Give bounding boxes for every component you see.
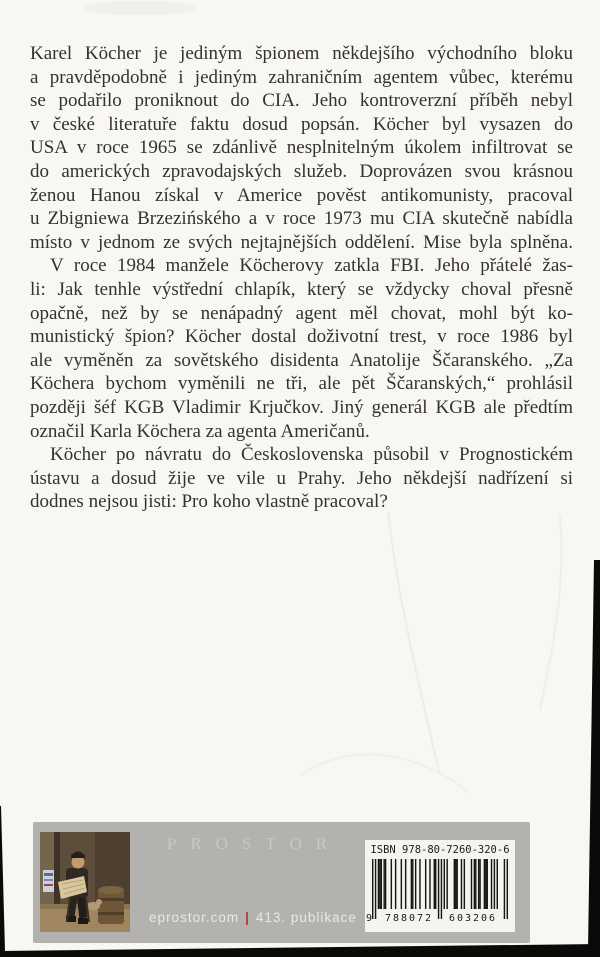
isbn-barcode-box [365,840,515,932]
scan-edge-right [586,560,600,950]
scan-edge-bottom [0,944,600,957]
isbn-label: ISBN 978-80-7260-320-6 [370,844,510,856]
paragraph [30,254,573,443]
text-line: a pravděpodobně i jediným zahraničním agentem vůbec, kterému [30,66,573,88]
text-line: Köchera bychom vyměnili ne tři, ale pět Ščaranských,“ prohlásil [30,373,573,395]
text-line: označil Karla Köchera za agenta Američanů. [30,420,370,442]
publisher-band [33,822,530,943]
text-line: ale vyměněn za sovětského disidenta Anatolije Ščaranského. „Za [30,349,573,371]
ean-digits-left: 788072 [384,913,434,924]
blurb [30,42,573,514]
ean-digits-right: 603206 [448,913,498,924]
publisher-logo-text: PROSTOR [166,834,342,853]
text-line: do amerických zpravodajských služeb. Doprovázen svou krásnou [30,160,573,182]
text-line: USA v roce 1965 se zdánlivě nesplnitelným úkolem infiltrovat se [30,137,573,159]
text-line: u Zbigniewa Brzezińského a v roce 1973 mu CIA skutečně nabídla [30,208,573,230]
paragraph [30,443,573,514]
ean-digit-first: 9 [366,913,373,924]
text-line: ústavu a dosud žije ve vile u Prahy. Jeho někdejší nadřízení si [30,467,573,489]
text-line: opačně, než by se nenápadný agent měl chovat, mohl být ko- [30,302,573,324]
text-line: li: Jak tenhle výstřední chlapík, který se vždycky choval přesně [30,278,573,300]
text-line: později šéf KGB Vladimir Krjučkov. Jiný generál KGB ale předtím [30,396,573,418]
text-line: V roce 1984 manžele Köcherovy zatkla FBI. Jeho přátelé žas- [50,255,573,277]
ean13-barcode [372,859,508,919]
text-line: ženou Hanou získal v Americe pověst antikomunisty, pracoval [30,184,573,206]
text-line: v české literatuře faktu dosud popsán. Köcher byl vysazen do [30,113,573,135]
man-reading-newspaper-painting-icon [40,832,130,932]
publication-number: 413. publikace [255,910,357,925]
text-line: munistický špion? Köcher dostal doživotní trest, v roce 1986 byl [30,326,573,348]
paragraph [30,42,573,254]
text-line: místo v jednom ze svých nejtajnějších oddělení. Mise byla splněna. [30,231,573,253]
publisher-info-line [133,910,373,925]
text-line: dodnes nejsou jisti: Pro koho vlastně pracoval? [30,491,388,513]
divider: | [245,910,250,925]
text-line: Köcher po návratu do Československa působil v Prognostickém [50,444,573,466]
ean13-digits [365,913,515,929]
scan-edge-left [0,806,6,951]
text-line: se podařilo proniknout do CIA. Jeho kontroverzní příběh nebyl [30,90,573,112]
text-line: Karel Köcher je jediným špionem někdejšího východního bloku [30,43,573,64]
publisher-website: eprostor.com [149,910,240,925]
